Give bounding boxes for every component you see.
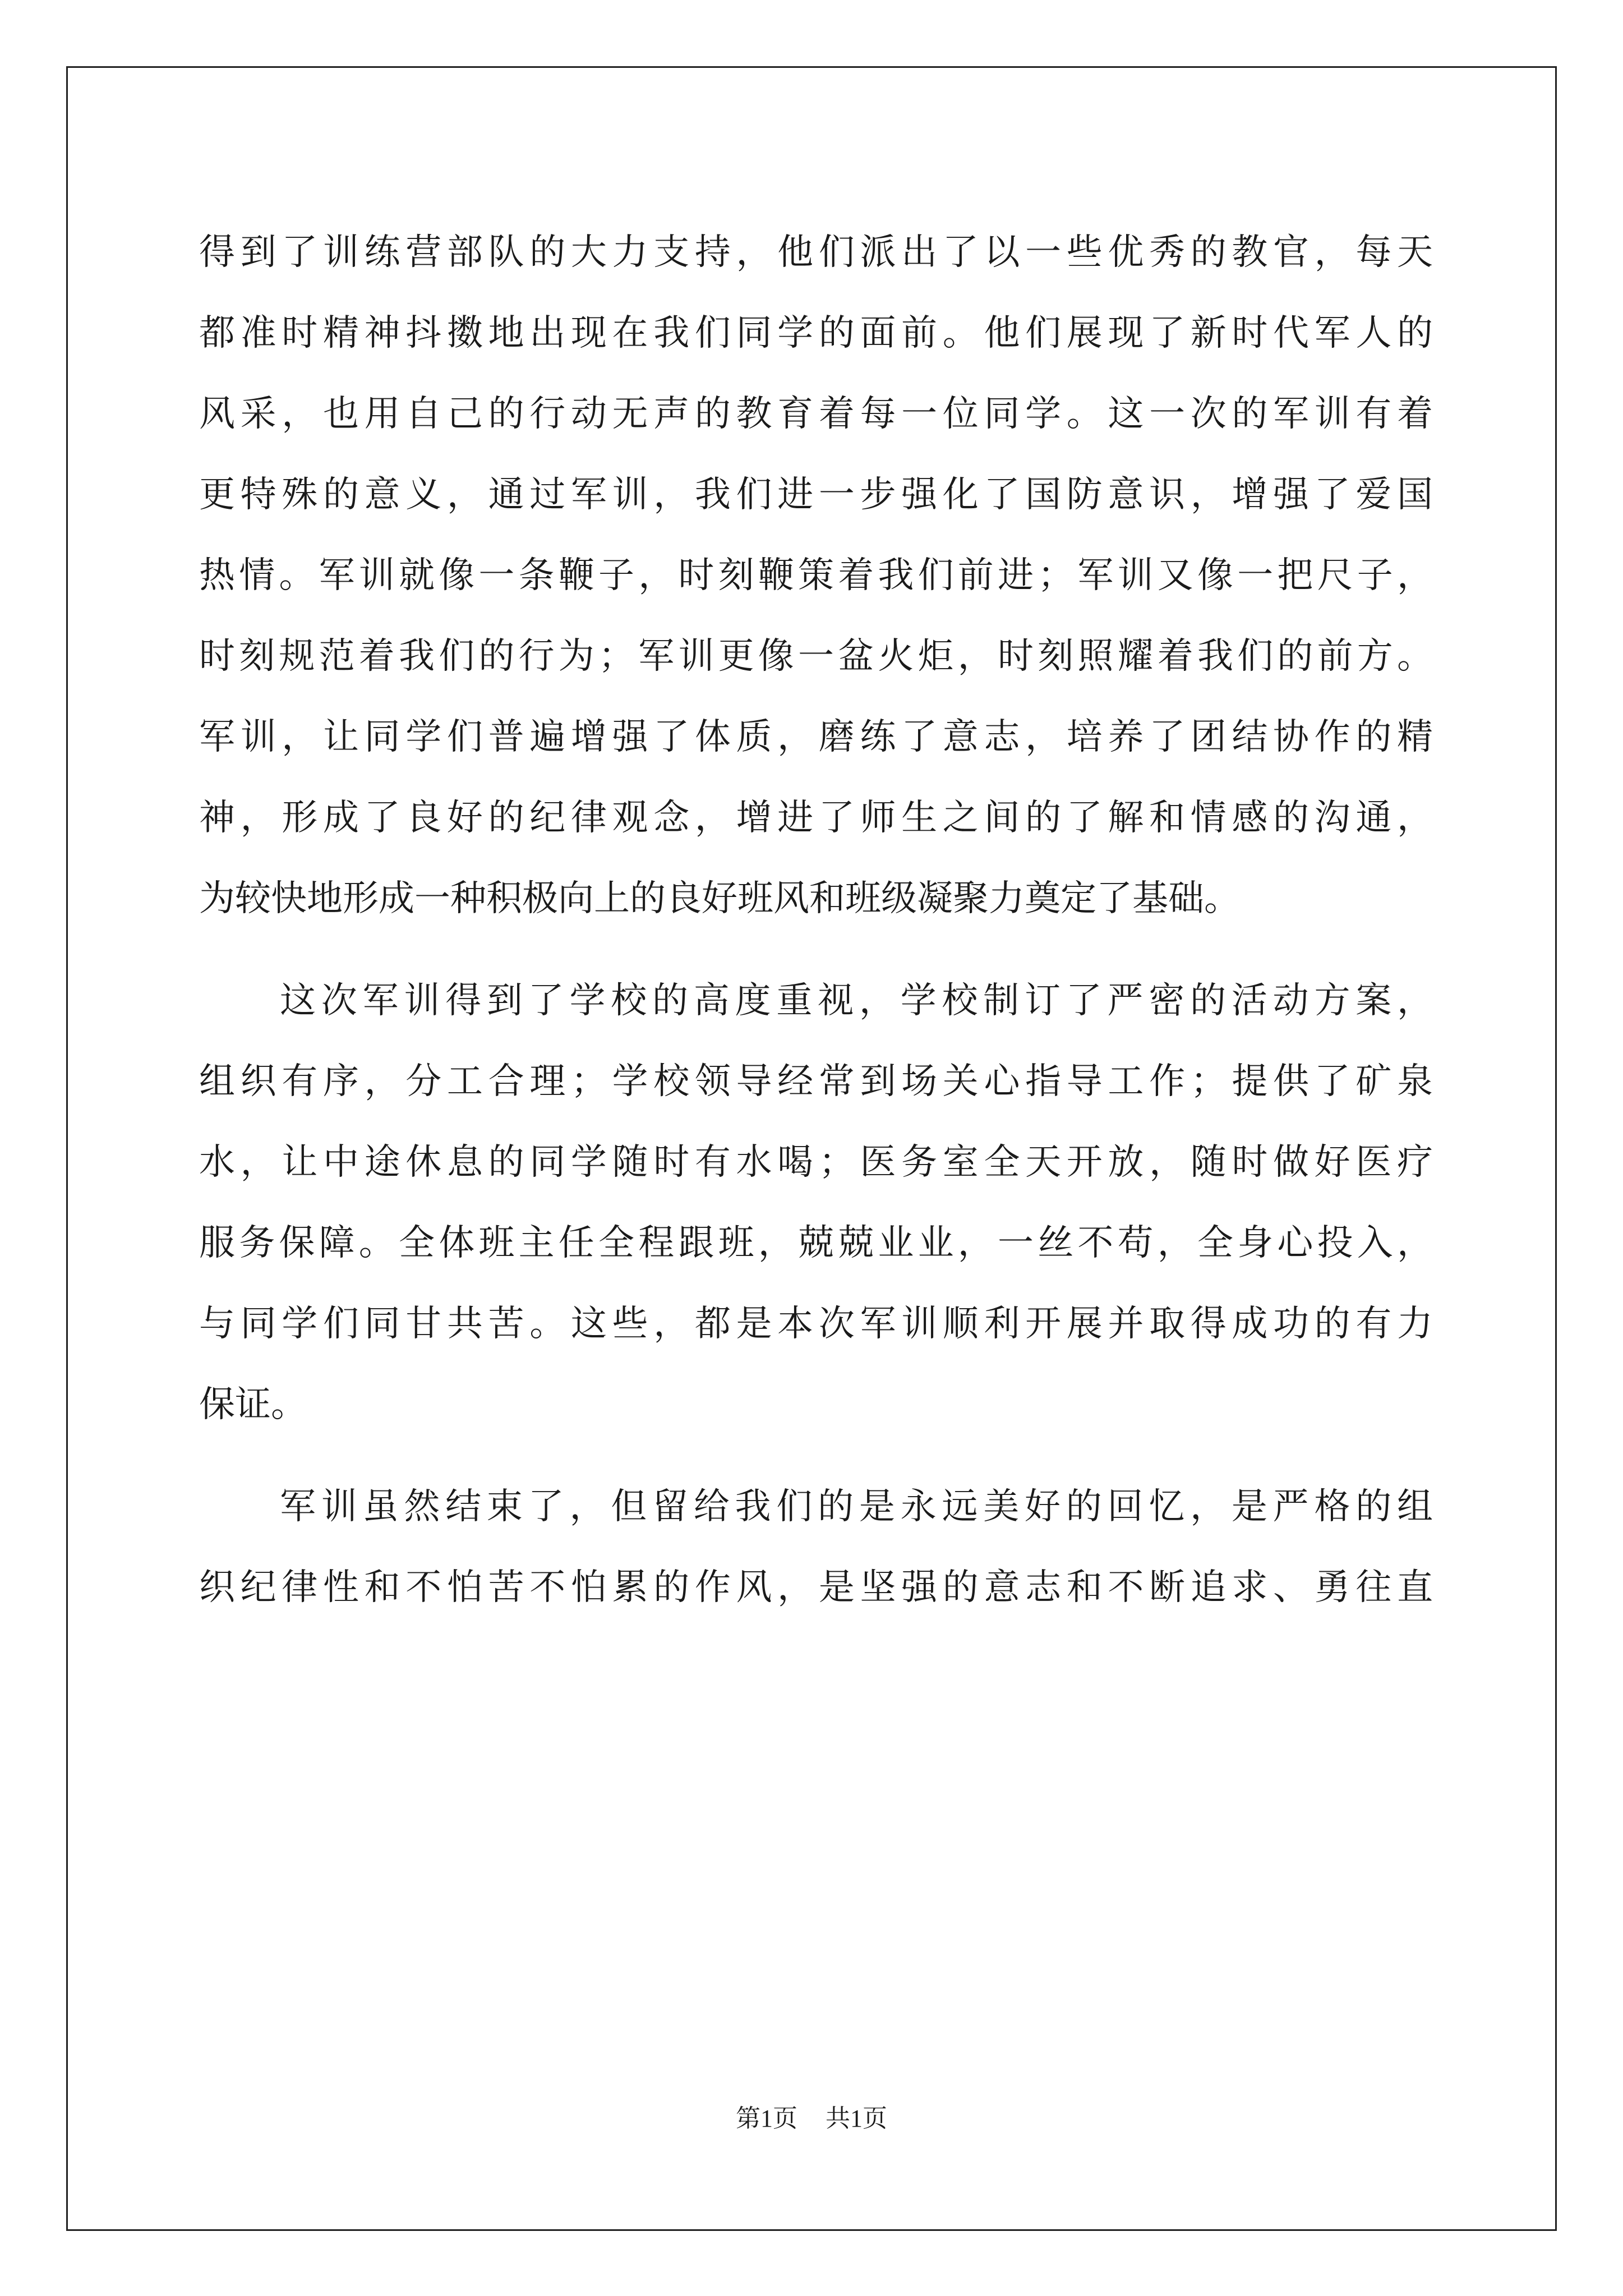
page-footer (0, 2098, 1623, 2134)
paragraph-2-line-6: 保证。 (199, 1384, 307, 1425)
paragraph-1-line-4: 更特殊的意义，通过军训，我们进一步强化了国防意识，增强了爱国 (199, 474, 1433, 516)
paragraph-1-line-1: 得到了训练营部队的大力支持，他们派出了以一些优秀的教官，每天 (199, 232, 1433, 273)
paragraph-1-line-2: 都准时精神抖擞地出现在我们同学的面前。他们展现了新时代军人的 (199, 312, 1433, 354)
page-number-current: 第1页 (736, 2105, 797, 2132)
paragraph-3-line-1: 军训虽然结束了，但留给我们的是永远美好的回忆，是严格的组 (280, 1486, 1433, 1527)
paragraph-1-line-7: 军训，让同学们普遍增强了体质，磨练了意志，培养了团结协作的精 (199, 716, 1433, 758)
paragraph-1-line-5: 热情。军训就像一条鞭子，时刻鞭策着我们前进；军训又像一把尺子， (199, 555, 1433, 596)
paragraph-1-line-6: 时刻规范着我们的行为；军训更像一盆火炬，时刻照耀着我们的前方。 (199, 636, 1433, 677)
document-body (199, 212, 1433, 1628)
paragraph-gap (199, 1445, 1433, 1466)
paragraph-1-line-8: 神，形成了良好的纪律观念，增进了师生之间的了解和情感的沟通， (199, 797, 1433, 839)
paragraph-3-line-2: 织纪律性和不怕苦不怕累的作风，是坚强的意志和不断追求、勇往直 (199, 1567, 1433, 1608)
page-number-total: 共1页 (826, 2105, 887, 2132)
paragraph-2-line-5: 与同学们同甘共苦。这些，都是本次军训顺利开展并取得成功的有力 (199, 1303, 1433, 1345)
paragraph-2-line-3: 水，让中途休息的同学随时有水喝；医务室全天开放，随时做好医疗 (199, 1142, 1433, 1183)
paragraph-1-line-9: 为较快地形成一种积极向上的良好班风和班级凝聚力奠定了基础。 (199, 878, 1240, 919)
paragraph-1-line-3: 风采，也用自己的行动无声的教育着每一位同学。这一次的军训有着 (199, 393, 1433, 435)
paragraph-2-line-1: 这次军训得到了学校的高度重视，学校制订了严密的活动方案， (280, 980, 1433, 1022)
paragraph-gap (199, 939, 1433, 960)
paragraph-2-line-4: 服务保障。全体班主任全程跟班，兢兢业业，一丝不苟，全身心投入， (199, 1222, 1433, 1264)
paragraph-2-line-2: 组织有序，分工合理；学校领导经常到场关心指导工作；提供了矿泉 (199, 1061, 1433, 1102)
